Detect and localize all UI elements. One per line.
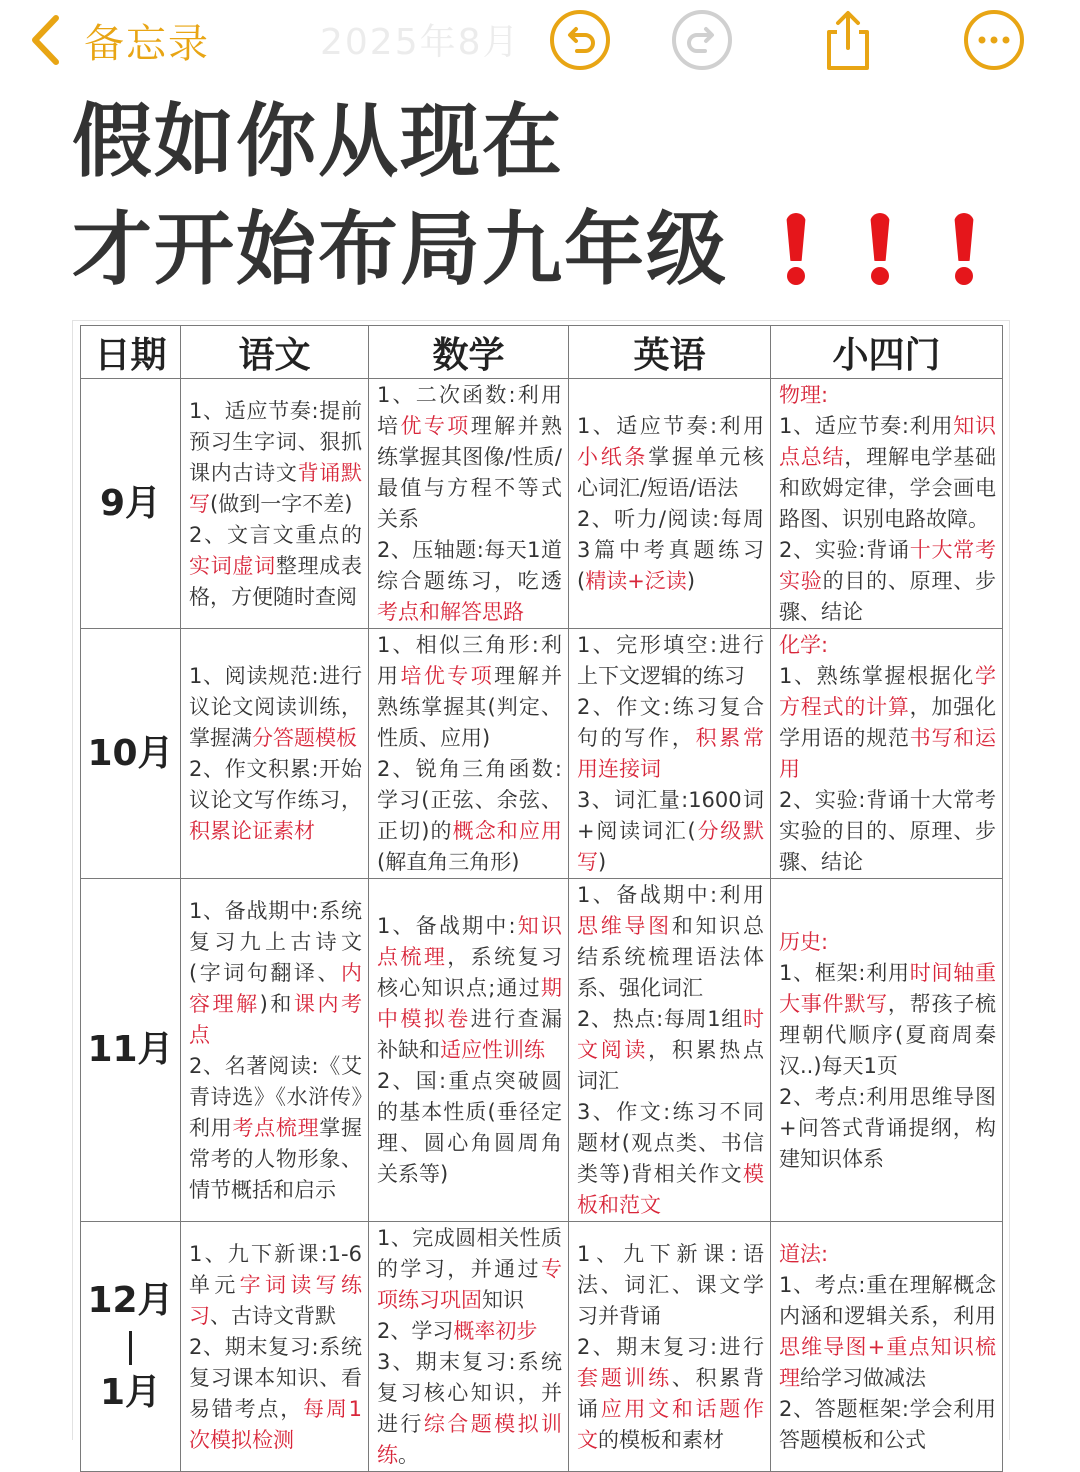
highlight-text: 学方程式的计算 [779, 664, 996, 719]
highlight-text: 积累论证素材 [189, 819, 315, 843]
cell-text: 、古诗文背默 [210, 1303, 336, 1328]
cell-text: 掌握常考的人物形象、情节概括和启示 [189, 1115, 363, 1202]
cell-text: 1、相似三角形:利用 [377, 633, 562, 688]
plan-cell [569, 879, 771, 1222]
cell-text: 1、完成圆相关性质的学习，并通过 [377, 1226, 562, 1281]
cell-text: ，系统复习核心知识点;通过 [377, 945, 563, 1000]
highlight-text: 概率初步 [453, 1319, 538, 1343]
plan-cell [771, 1222, 1003, 1472]
month-range-separator [81, 1324, 180, 1370]
plan-cell [181, 629, 369, 879]
highlight-text: 应用文和话题作文 [577, 1396, 765, 1452]
table-row [81, 1222, 1003, 1472]
table-row [81, 879, 1003, 1222]
chevron-left-icon [28, 12, 62, 68]
cell-text: 掌握单元核心词汇/短语/语法 [577, 445, 765, 500]
cell-text: 1、九下新课:语法、词汇、课文学习并背诵 [577, 1241, 764, 1328]
cell-text: 2、名著阅读:《艾青诗选》《水浒传》利用 [189, 1053, 362, 1140]
highlight-text: 优专项 [400, 414, 471, 438]
cell-text: 2、期末复习:进行 [577, 1334, 764, 1359]
study-plan-table [80, 325, 1003, 1472]
more-button[interactable] [962, 8, 1026, 72]
highlight-text: 时间轴重大事件默写 [779, 960, 997, 1016]
table-row [81, 629, 1003, 879]
cell-text: 1、适应节奏:提前预习生字词、狠抓课内古诗文 [189, 398, 362, 485]
header-english: 英语 [569, 326, 771, 379]
title-line-1: 假如你从现在 [72, 95, 564, 188]
plan-cell [369, 379, 569, 629]
cell-text: 1、适应节奏:利用 [779, 414, 954, 438]
cell-text: 1、熟练掌握根据化 [779, 664, 975, 688]
red-exclamation-icon [948, 213, 980, 283]
plan-cell [771, 629, 1003, 879]
redo-icon [671, 9, 733, 71]
cell-text: 和知识总结系统梳理语法体系、强化词汇 [577, 914, 765, 1000]
highlight-text: 知识点梳理 [377, 914, 562, 969]
highlight-text: 套题训练 [577, 1365, 672, 1390]
plan-cell [369, 629, 569, 879]
back-button[interactable] [28, 8, 210, 72]
plan-cell [181, 1222, 369, 1472]
plan-cell [369, 1222, 569, 1472]
table-row [81, 379, 1003, 629]
cell-text: 理解并熟练掌握其(判定、性质、应用) [377, 664, 563, 750]
cell-text: 2、实验:背诵十大常考实验的目的、原理、步骤、结论 [779, 788, 996, 874]
cell-text: 1、完形填空:进行上下文逻辑的练习 [577, 633, 764, 688]
red-exclamation-icon [864, 213, 896, 283]
cell-text: 1、九下新课:1-6单元 [189, 1241, 362, 1297]
undo-icon [549, 9, 611, 71]
cell-text: 3、词汇量:1600词+阅读词汇( [577, 788, 764, 843]
cell-text: ，积累热点词汇 [577, 1038, 765, 1093]
cell-text: ) [598, 850, 607, 874]
cell-text: (做到一字不差) [210, 491, 353, 516]
cell-text: 2、学习 [377, 1319, 454, 1343]
highlight-text: 字词读写练习 [189, 1272, 363, 1328]
highlight-text: 分答题模板 [252, 726, 357, 750]
highlight-text: 综合题模拟训练 [377, 1412, 563, 1467]
month-cell: 11月 [81, 879, 181, 1222]
highlight-text: 每周1次模拟检测 [189, 1396, 362, 1452]
cell-text: 1、框架:利用 [779, 960, 910, 985]
redo-button[interactable] [670, 8, 734, 72]
cell-text: 1、备战期中:系统复习九上古诗文(字词句翻译、 [189, 898, 362, 985]
cell-text: 1、考点:重在理解概念内涵和逻辑关系，利用 [779, 1272, 996, 1328]
highlight-text: 思维导图 [577, 914, 672, 938]
header-chinese: 语文 [181, 326, 369, 379]
red-exclamation-icon [780, 213, 812, 283]
cell-text: 、积累背诵 [577, 1365, 765, 1421]
cell-text: (解直角三角形) [377, 850, 520, 874]
plan-cell [771, 379, 1003, 629]
cell-text: ，理解电学基础和欧姆定律，学会画电路图、识别电路故障。 [779, 445, 997, 531]
header-math: 数学 [369, 326, 569, 379]
cell-text: 2、作文积累:开始议论文写作练习， [189, 757, 362, 812]
highlight-text: 实词虚词 [189, 553, 276, 578]
back-button-label: 备忘录 [84, 20, 210, 67]
plan-cell [771, 879, 1003, 1222]
highlight-text: 十大常考实验 [779, 538, 997, 593]
highlight-text: 考点和解答思路 [377, 600, 524, 624]
highlight-text: 小纸条 [577, 445, 649, 469]
cell-text: 2、压轴题:每天1道综合题练习，吃透 [377, 538, 562, 593]
highlight-text: 历史: [779, 929, 829, 954]
highlight-text: 适应性训练 [440, 1038, 545, 1062]
cell-text: 1、备战期中: [377, 914, 516, 938]
title-line-2: 才开始布局九年级 [72, 203, 728, 296]
cell-text: 2、作文:练习复合句的写作， [577, 695, 764, 750]
highlight-text: 化学: [779, 633, 829, 657]
month-cell: 10月 [81, 629, 181, 879]
cell-text: 理解并熟练掌握其图像/性质/最值与方程不等式关系 [377, 414, 563, 531]
highlight-text: 培优专项 [400, 664, 495, 688]
table-header-row [81, 326, 1003, 379]
cell-text: 1、二次函数:利用培 [377, 383, 562, 438]
share-icon [817, 8, 879, 72]
highlight-text: 分级默写 [577, 819, 764, 874]
cell-text: 2、热点:每周1组 [577, 1007, 743, 1031]
nav-bar [0, 0, 1080, 80]
cell-text: ，加强化学用语的规范 [779, 695, 997, 750]
cell-text: )和 [259, 991, 294, 1016]
cell-text: 2、答题框架:学会利用答题模板和公式 [779, 1396, 996, 1452]
highlight-text: 课内考点 [189, 991, 363, 1047]
plan-cell [569, 1222, 771, 1472]
cell-text: 2、期末复习:系统复习课本知识、看易错考点， [189, 1334, 362, 1421]
month-start: 12月 [87, 1279, 174, 1321]
highlight-text: 积累常用连接词 [577, 726, 765, 781]
cell-text: 知识 [482, 1288, 524, 1312]
highlight-text: 书写和运用 [779, 726, 997, 781]
cell-text: 2、文言文重点的 [189, 522, 362, 547]
note-title [72, 88, 1032, 304]
highlight-text: 知识点总结 [779, 414, 997, 469]
undo-button[interactable] [548, 8, 612, 72]
plan-cell [181, 379, 369, 629]
cell-text: 2、国:重点突破圆的基本性质(垂径定理、圆心角圆周角关系等) [377, 1069, 562, 1186]
highlight-text: 物理: [779, 383, 829, 407]
cell-text: 1、备战期中:利用 [577, 883, 764, 907]
note-date: 2025年8月 [320, 22, 521, 63]
share-button[interactable] [816, 8, 880, 72]
month-cell: 9月 [81, 379, 181, 629]
highlight-text: 背诵默写 [189, 460, 363, 516]
cell-text: 2、锐角三角函数:学习(正弦、余弦、正切)的 [377, 757, 562, 843]
highlight-text: 期中模拟卷 [377, 976, 562, 1031]
highlight-text: 思维导图+重点知识梳理 [779, 1334, 996, 1390]
highlight-text: 时文阅读 [577, 1007, 764, 1062]
cell-text: 进行查漏补缺和 [377, 1007, 563, 1062]
cell-text: 的模板和素材 [598, 1427, 724, 1452]
cell-text: 1、阅读规范:进行议论文阅读训练，掌握满 [189, 664, 362, 750]
highlight-text: 道法: [779, 1241, 829, 1266]
highlight-text: 考点梳理 [232, 1115, 320, 1140]
plan-cell [569, 379, 771, 629]
highlight-text: 模板和范文 [577, 1162, 764, 1217]
plan-cell [181, 879, 369, 1222]
cell-text: 1、适应节奏:利用 [577, 414, 764, 438]
highlight-text: 内容理解 [189, 960, 362, 1016]
more-icon [963, 9, 1025, 71]
cell-text: 。 [398, 1443, 419, 1467]
month-cell [81, 1222, 181, 1472]
cell-text: 2、听力/阅读:每周3篇中考真题练习( [577, 507, 764, 593]
highlight-text: 精读+泛读 [585, 569, 687, 593]
cell-text: 3、期末复习:系统复习核心知识，并进行 [377, 1350, 562, 1436]
title-line-2-wrap [72, 196, 1032, 304]
cell-text: 3、作文:练习不同题材(观点类、书信类等)背相关作文 [577, 1100, 764, 1186]
cell-text: 2、考点:利用思维导图+问答式背诵提纲，构建知识体系 [779, 1084, 996, 1171]
plan-cell [369, 879, 569, 1222]
plan-cell [569, 629, 771, 879]
cell-text: 2、实验:背诵 [779, 538, 910, 562]
cell-text: ，帮孩子梳理朝代顺序(夏商周秦汉..)每天1页 [779, 991, 997, 1078]
cell-text: ) [686, 569, 696, 593]
month-end: 1月 [99, 1371, 162, 1413]
header-other-subjects: 小四门 [771, 326, 1003, 379]
cell-text: 的目的、原理、步骤、结论 [779, 569, 997, 624]
cell-text: 整理成表格，方便随时查阅 [189, 553, 363, 609]
cell-text: 给学习做减法 [800, 1365, 926, 1390]
highlight-text: 概念和应用 [452, 819, 562, 843]
header-date: 日期 [81, 326, 181, 379]
highlight-text: 专项练习巩固 [377, 1257, 562, 1312]
